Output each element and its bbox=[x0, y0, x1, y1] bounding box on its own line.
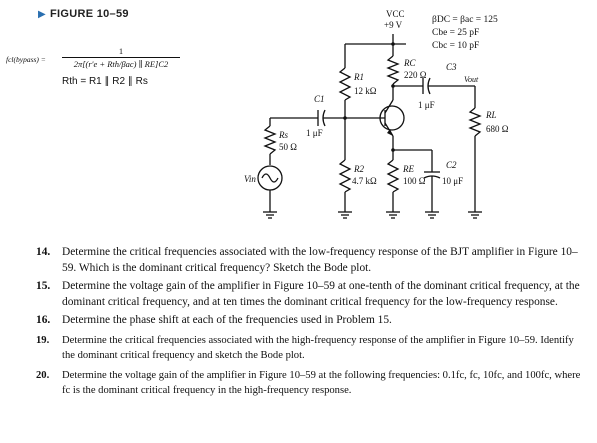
rth-formula: Rth = R1 ∥ R2 ∥ Rs bbox=[62, 76, 148, 87]
rl-resistor bbox=[470, 108, 480, 136]
problem-text: Determine the voltage gain of the amplifier in Figure 10–59 at one-tenth of the dominant critical frequency, at the dominant critical frequency, and at ten times the dominant critical frequency for the low-frequency response. bbox=[62, 280, 580, 308]
formula-denominator: 2π[(r'e + Rth/βac) ∥ RE]C2 bbox=[73, 59, 169, 69]
problem-text: Determine the voltage gain of the amplifier in Figure 10–59 at the following frequencies: 0.1fc, fc, 10fc, and 100fc, where fc is the dominant critical frequency in the high-frequency response. bbox=[62, 370, 581, 396]
param-cbe: Cbe = 25 pF bbox=[432, 28, 480, 38]
r2-label: R2 bbox=[354, 164, 364, 174]
param-cbc: Cbc = 10 pF bbox=[432, 41, 480, 51]
vin-label: Vin bbox=[244, 174, 256, 184]
r1-value: 12 kΩ bbox=[354, 86, 377, 96]
c3-value: 1 μF bbox=[418, 100, 435, 110]
r2-resistor bbox=[340, 160, 350, 192]
rs-resistor bbox=[265, 126, 275, 154]
vout-label: Vout bbox=[464, 75, 479, 84]
r1-label: R1 bbox=[354, 72, 364, 82]
c1-value: 1 μF bbox=[306, 128, 323, 138]
c2-label: C2 bbox=[446, 160, 457, 170]
ground-icon bbox=[338, 212, 352, 218]
ground-icon bbox=[425, 212, 439, 218]
re-value: 100 Ω bbox=[403, 176, 426, 186]
re-label: RE bbox=[403, 164, 414, 174]
rc-value: 220 Ω bbox=[404, 70, 427, 80]
problem-16 bbox=[36, 312, 588, 328]
problem-text: Determine the phase shift at each of the frequencies used in Problem 15. bbox=[62, 314, 392, 326]
vcc-label: VCC bbox=[386, 9, 405, 19]
problem-number: 19. bbox=[36, 335, 50, 346]
rc-resistor bbox=[388, 56, 398, 84]
rl-value: 680 Ω bbox=[486, 124, 509, 134]
param-beta: βDC = βac = 125 bbox=[432, 15, 498, 25]
problem-19 bbox=[36, 333, 588, 363]
r2-value: 4.7 kΩ bbox=[352, 176, 377, 186]
rs-value: 50 Ω bbox=[279, 142, 297, 152]
problem-20 bbox=[36, 368, 588, 398]
problem-text: Determine the critical frequencies associated with the high-frequency response of the amplifier in Figure 10–59. Identify the dominant critical frequency and sketch the Bode plot. bbox=[62, 335, 574, 361]
problem-15 bbox=[36, 278, 588, 310]
c2-value: 10 μF bbox=[442, 176, 464, 186]
triangle-marker-icon: ▶ bbox=[38, 9, 46, 20]
ground-icon bbox=[468, 212, 482, 218]
problem-14 bbox=[36, 244, 588, 276]
formula-lhs: fcl(bypass) = bbox=[6, 55, 46, 64]
vcc-value: +9 V bbox=[384, 20, 403, 30]
re-resistor bbox=[388, 160, 398, 192]
problem-number: 16. bbox=[36, 314, 51, 326]
problem-number: 15. bbox=[36, 280, 51, 292]
r1-resistor bbox=[340, 68, 350, 100]
rs-label: Rs bbox=[279, 130, 288, 140]
figure-title: ▶ FIGURE 10–59 bbox=[38, 8, 129, 20]
rc-label: RC bbox=[404, 58, 416, 68]
c1-label: C1 bbox=[314, 94, 325, 104]
ground-icon bbox=[263, 212, 277, 218]
problem-text: Determine the critical frequencies associated with the low-frequency response of the BJT amplifier in Figure 10–59. Which is the dominant critical frequency? Sketch the Bode plot. bbox=[62, 246, 578, 274]
problem-list bbox=[36, 244, 588, 400]
problem-number: 14. bbox=[36, 246, 51, 258]
formula-numerator: 1 bbox=[62, 46, 180, 58]
problem-number: 20. bbox=[36, 370, 50, 381]
ground-icon bbox=[386, 212, 400, 218]
c3-label: C3 bbox=[446, 62, 457, 72]
rl-label: RL bbox=[486, 110, 497, 120]
